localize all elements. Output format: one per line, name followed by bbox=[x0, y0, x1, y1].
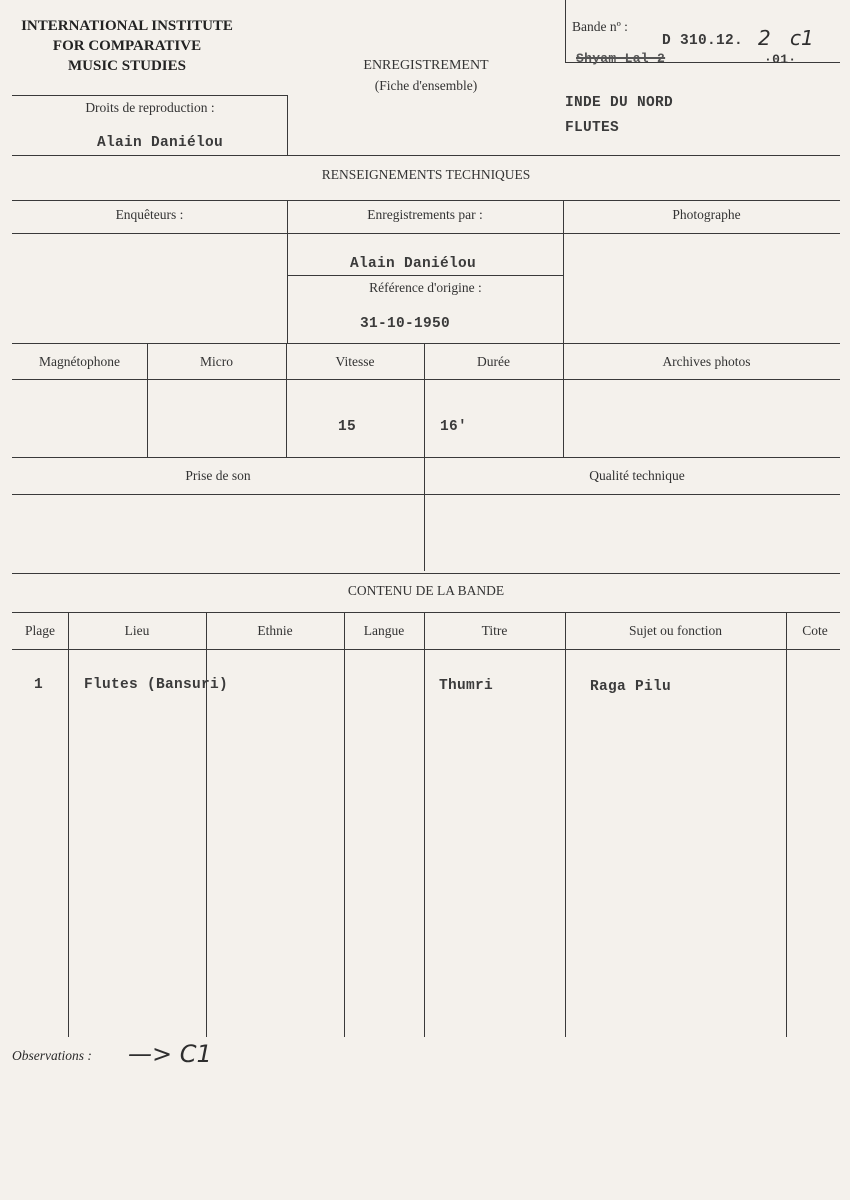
magnetophone-label: Magnétophone bbox=[39, 354, 120, 369]
contenu-section-title: CONTENU DE LA BANDE bbox=[347, 583, 505, 598]
archives-label: Archives photos bbox=[662, 354, 751, 369]
row-1-sujet: Raga Pilu bbox=[590, 679, 672, 695]
row-1-lieu: Flutes (Bansuri) bbox=[84, 677, 229, 693]
technique-section-title: RENSEIGNEMENTS TECHNIQUES bbox=[321, 167, 531, 182]
droits-value: Alain Daniélou bbox=[97, 135, 224, 151]
column-plage: Plage bbox=[25, 623, 55, 638]
duree-label: Durée bbox=[477, 354, 510, 369]
column-titre: Titre bbox=[481, 623, 508, 638]
row-1-titre: Thumri bbox=[439, 678, 494, 694]
enregistrements-value: Alain Daniélou bbox=[350, 256, 477, 272]
region: INDE DU NORD bbox=[565, 95, 674, 111]
qualite-label: Qualité technique bbox=[589, 468, 685, 483]
bande-struck-name: Shyam Lal 2 bbox=[576, 51, 666, 66]
photographe-label: Photographe bbox=[672, 207, 741, 222]
form-title: ENREGISTREMENT bbox=[363, 58, 489, 73]
duree-value: 16' bbox=[440, 419, 468, 435]
instrument: FLUTES bbox=[565, 120, 620, 136]
vitesse-label: Vitesse bbox=[335, 354, 375, 369]
bande-suffix: ·01· bbox=[764, 52, 797, 67]
column-lieu: Lieu bbox=[124, 623, 150, 638]
bande-number: D 310.12. bbox=[662, 33, 744, 49]
droits-label: Droits de reproduction : bbox=[85, 100, 215, 115]
micro-label: Micro bbox=[200, 354, 233, 369]
observations-label: Observations : bbox=[12, 1048, 92, 1063]
enqueteurs-label: Enquêteurs : bbox=[115, 207, 184, 222]
form-subtitle: (Fiche d'ensemble) bbox=[374, 78, 478, 93]
prise-label: Prise de son bbox=[185, 468, 251, 483]
vitesse-value: 15 bbox=[338, 419, 357, 435]
institute-line-1: INTERNATIONAL INSTITUTE bbox=[21, 18, 233, 34]
column-langue: Langue bbox=[363, 623, 405, 638]
institute-line-3: MUSIC STUDIES bbox=[68, 58, 186, 74]
bande-handwritten-number: 2 bbox=[758, 26, 771, 50]
observations-value: —> C1 bbox=[128, 1040, 212, 1068]
bande-handwritten-code: c1 bbox=[790, 26, 814, 50]
column-cote: Cote bbox=[802, 623, 828, 638]
institute-line-2: FOR COMPARATIVE bbox=[52, 38, 202, 54]
bande-label: Bande nº : bbox=[572, 19, 628, 34]
enregistrements-label: Enregistrements par : bbox=[367, 207, 483, 222]
reference-value: 31-10-1950 bbox=[360, 316, 451, 332]
column-ethnie: Ethnie bbox=[257, 623, 293, 638]
row-1-plage: 1 bbox=[34, 677, 44, 693]
reference-label: Référence d'origine : bbox=[369, 280, 482, 295]
institute-name bbox=[12, 16, 242, 76]
column-sujet: Sujet ou fonction bbox=[629, 623, 722, 638]
